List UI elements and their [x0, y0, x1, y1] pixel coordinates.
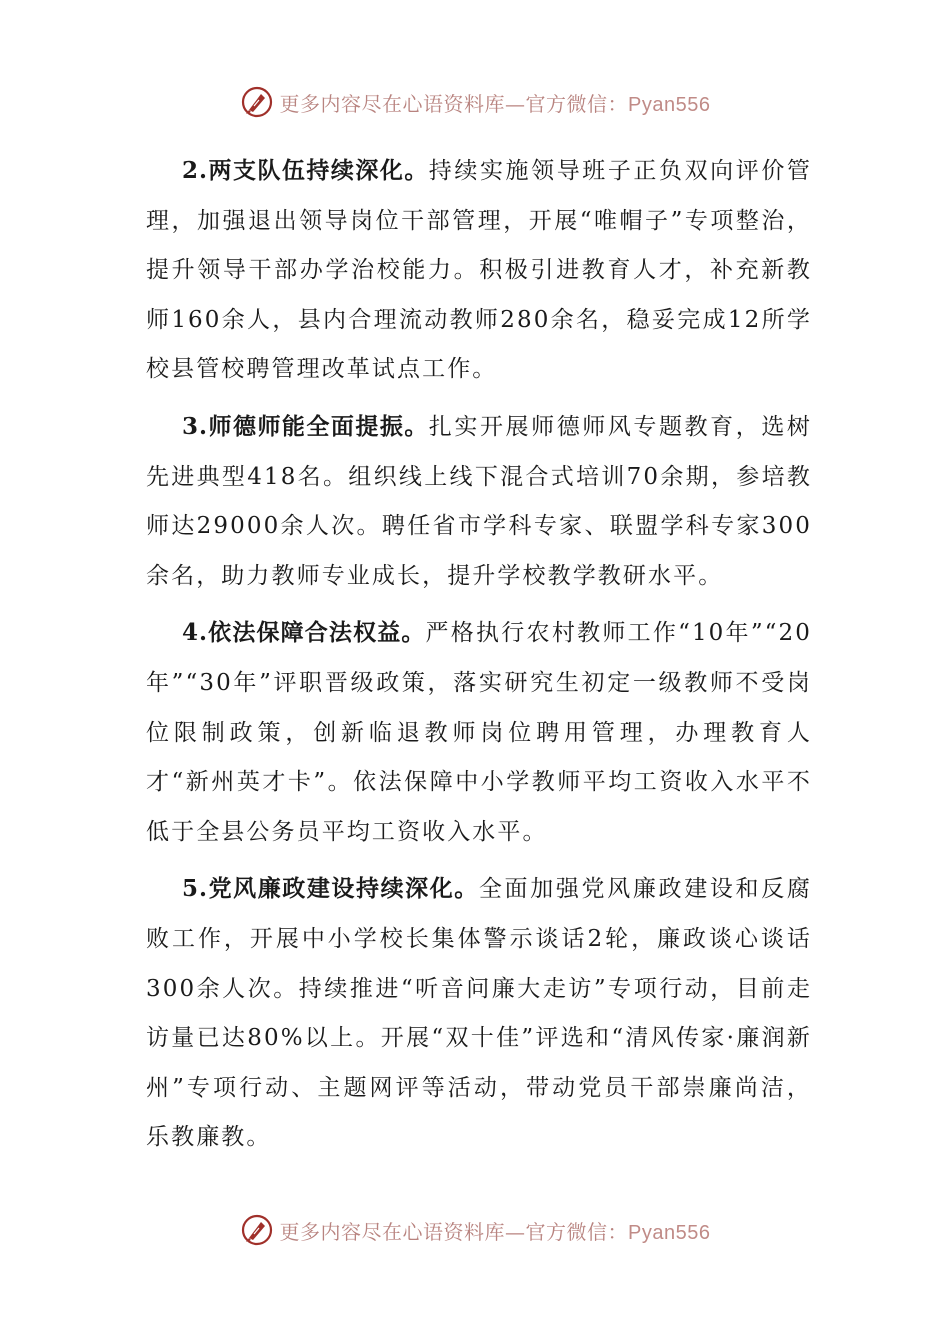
footer-banner-label: 更多内容尽在心语资料库—官方微信：	[279, 1219, 629, 1244]
section-body: 扎实开展师德师风专题教育，选树先进典型418名。组织线上线下混合式培训70余期，参培教师达29000余人次。聘任省市学科专家、联盟学科专家300余名，助力教师专业成长，提升学校教学教研水平。	[146, 413, 812, 589]
header-banner-label: 更多内容尽在心语资料库—官方微信：	[279, 91, 629, 116]
footer-wechat-id: Pyan556	[628, 1221, 711, 1244]
section-heading: 2.两支队伍持续深化。	[182, 157, 429, 184]
pen-nib-logo-icon	[240, 85, 274, 119]
section-paragraph	[146, 146, 812, 395]
section-paragraph	[146, 608, 812, 857]
pen-nib-logo-icon	[240, 1213, 274, 1247]
section-heading: 5.党风廉政建设持续深化。	[182, 875, 479, 903]
header-banner-text	[280, 88, 711, 117]
footer-banner	[0, 1210, 950, 1250]
header-banner	[0, 82, 950, 122]
section-paragraph	[146, 864, 812, 1163]
section-heading: 4.依法保障合法权益。	[182, 619, 426, 647]
section-body: 全面加强党风廉政建设和反腐败工作，开展中小学校长集体警示谈话2轮，廉政谈心谈话300余人次。持续推进“听音问廉大走访”专项行动，目前走访量已达80%以上。开展“双十佳”评选和“清风传家·廉润新州”专项行动、主题网评等活动，带动党员干部崇廉尚洁，乐教廉教。	[146, 876, 812, 1151]
section-body: 持续实施领导班子正负双向评价管理，加强退出领导岗位干部管理，开展“唯帽子”专项整治，提升领导干部办学治校能力。积极引进教育人才，补充新教师160余人，县内合理流动教师280余名，稳妥完成12所学校县管校聘管理改革试点工作。	[146, 158, 812, 383]
document-body	[146, 146, 812, 1170]
section-paragraph	[146, 402, 812, 601]
section-heading: 3.师德师能全面提振。	[182, 412, 429, 440]
header-wechat-id: Pyan556	[628, 93, 711, 116]
footer-banner-text	[280, 1216, 711, 1245]
section-body: 严格执行农村教师工作“10年”“20年”“30年”评职晋级政策，落实研究生初定一级教师不受岗位限制政策，创新临退教师岗位聘用管理，办理教育人才“新州英才卡”。依法保障中小学教师平均工资收入水平不低于全县公务员平均工资收入水平。	[146, 620, 812, 845]
